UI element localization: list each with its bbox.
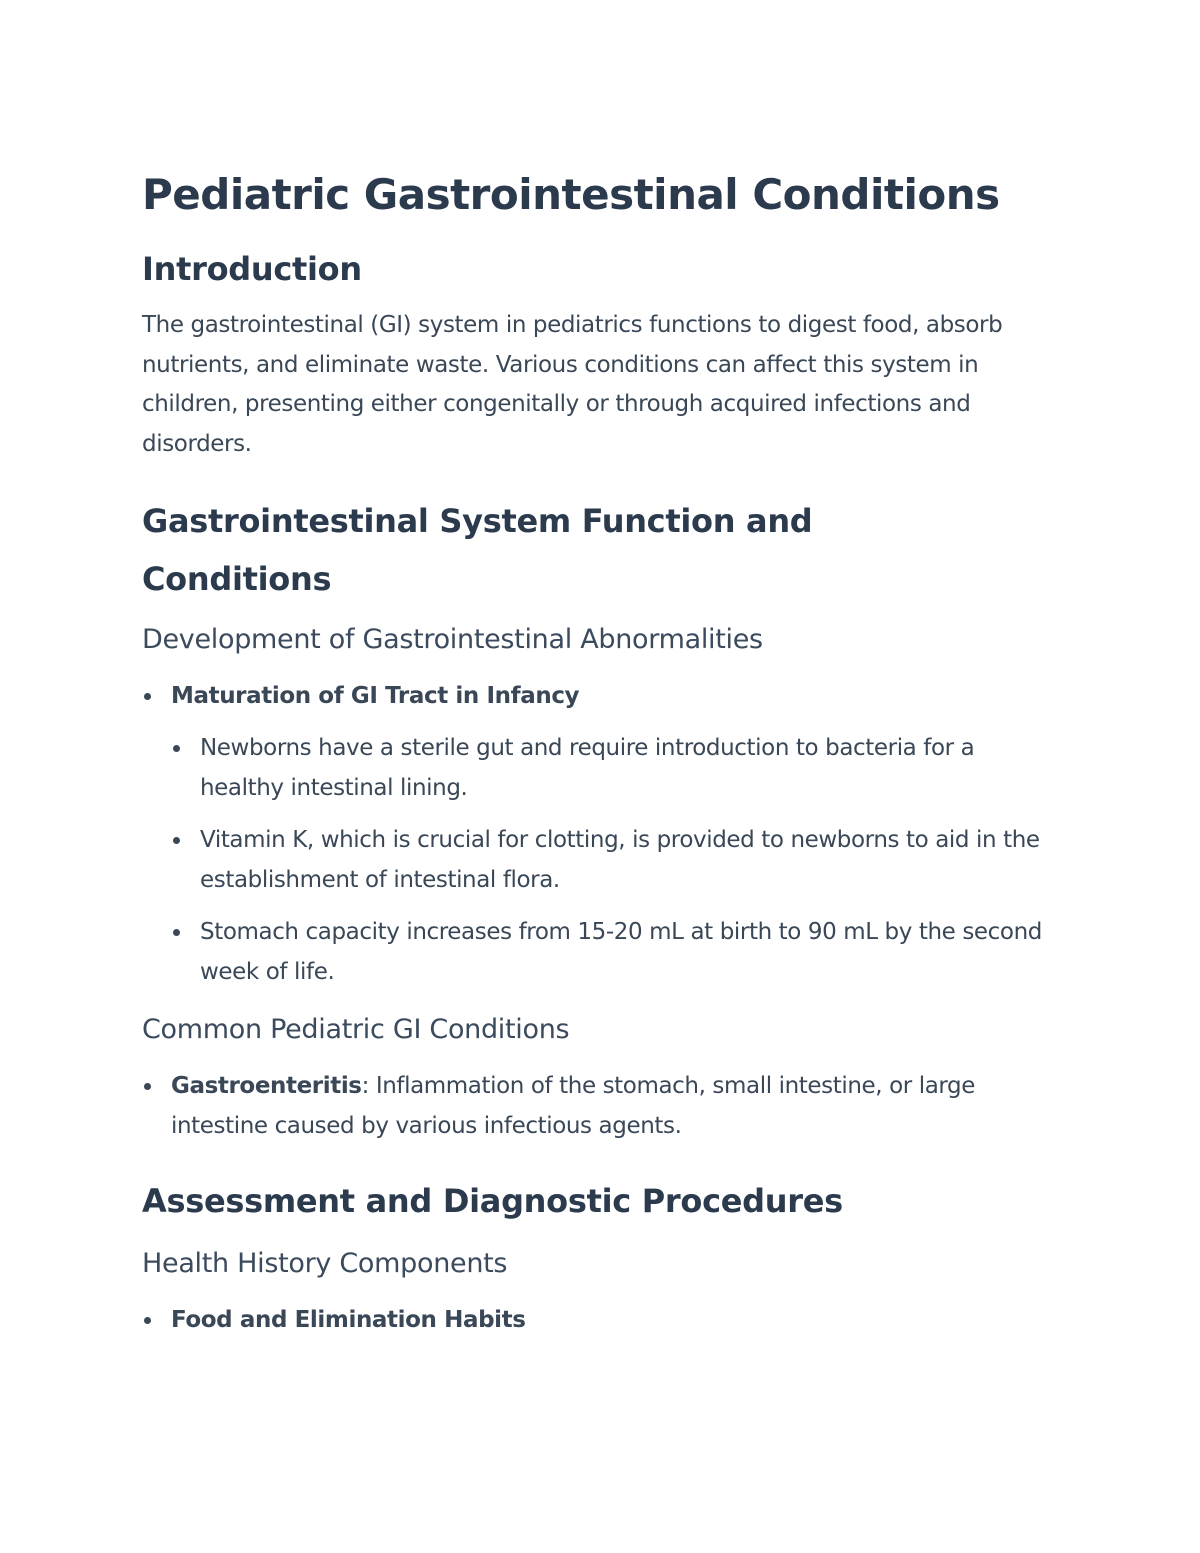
bullet-icon <box>173 929 180 936</box>
list-item-text: : Inflammation of the stomach, small intestine, or large intestine caused by various infectious agents. <box>171 1073 975 1139</box>
common-conditions-list <box>142 1066 1062 1146</box>
section-heading-assessment: Assessment and Diagnostic Procedures <box>142 1182 843 1220</box>
subsection-heading-development: Development of Gastrointestinal Abnormalities <box>142 624 763 655</box>
bullet-icon <box>173 837 180 844</box>
bullet-icon <box>144 693 151 700</box>
document-title: Pediatric Gastrointestinal Conditions <box>142 170 1000 219</box>
list-item-label: Food and Elimination Habits <box>171 1307 526 1333</box>
list-item-text: Stomach capacity increases from 15-20 mL at birth to 90 mL by the second week of life. <box>200 919 1042 985</box>
intro-paragraph: The gastrointestinal (GI) system in pediatrics functions to digest food, absorb nutrients, and eliminate waste. Various conditions can affect this system in children, presenting either congenitally or through acquired infections and disorders. <box>142 312 1003 457</box>
list-item <box>142 676 1062 716</box>
list-item <box>142 912 1050 992</box>
bullet-icon <box>173 745 180 752</box>
list-item <box>142 820 1050 900</box>
list-item-label: Maturation of GI Tract in Infancy <box>171 683 580 709</box>
list-item <box>142 1300 1062 1340</box>
list-item-text: Newborns have a sterile gut and require introduction to bacteria for a healthy intestinal lining. <box>200 735 975 801</box>
list-item <box>142 1066 1051 1146</box>
list-item-text: Vitamin K, which is crucial for clotting, is provided to newborns to aid in the establishment of intestinal flora. <box>200 827 1040 893</box>
subsection-heading-common-conditions: Common Pediatric GI Conditions <box>142 1014 570 1045</box>
subsection-heading-health-history: Health History Components <box>142 1248 508 1279</box>
list-item <box>142 728 1050 808</box>
section-heading-gi-function: Gastrointestinal System Function and Conditions <box>142 502 813 598</box>
list-item-label: Gastroenteritis <box>171 1073 362 1099</box>
section-heading-introduction: Introduction <box>142 250 362 288</box>
document-page <box>142 160 1062 1340</box>
development-list <box>142 676 1062 992</box>
health-history-list <box>142 1300 1062 1340</box>
bullet-icon <box>144 1083 151 1090</box>
bullet-icon <box>144 1317 151 1324</box>
